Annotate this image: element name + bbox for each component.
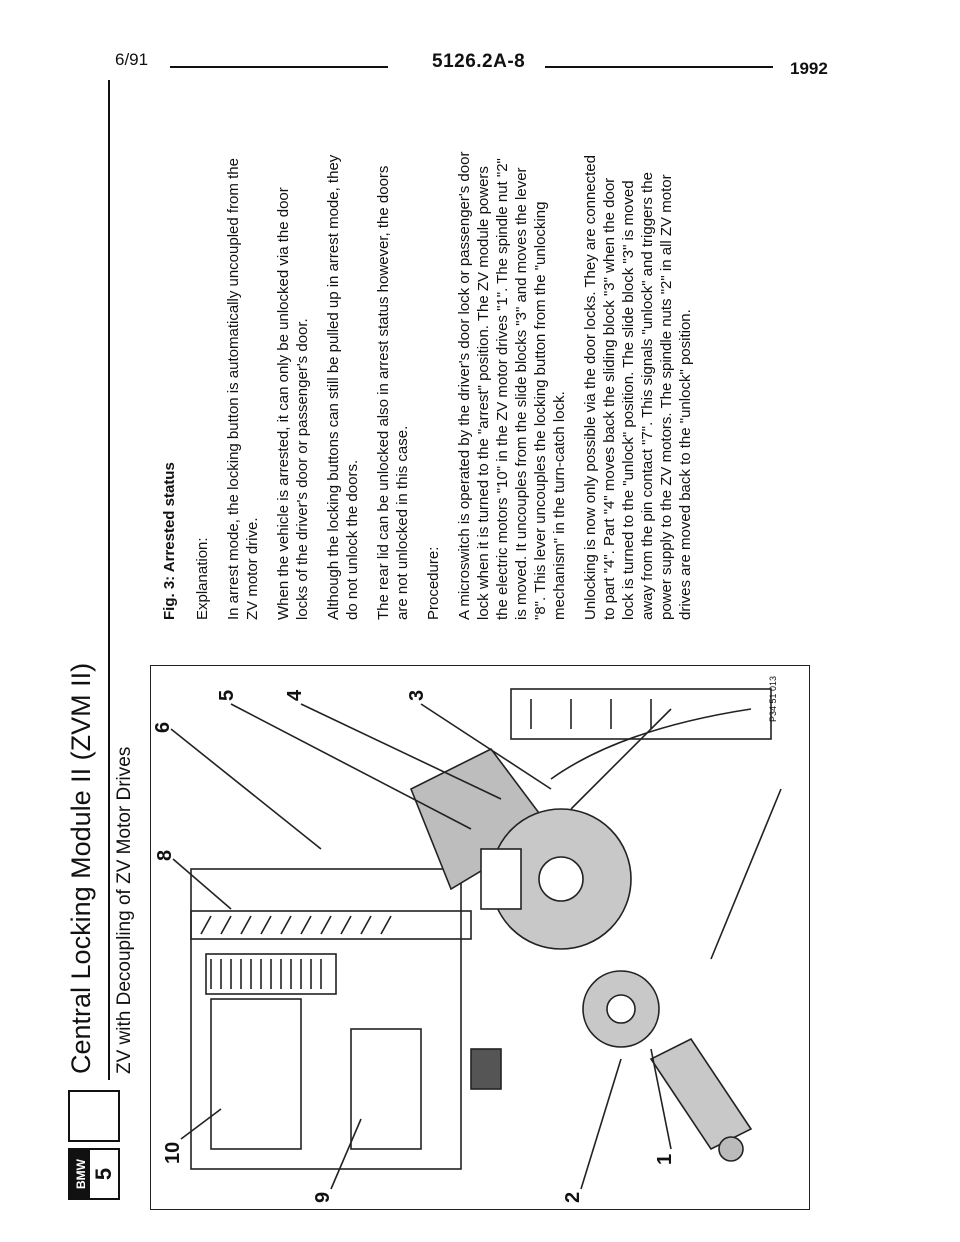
page-title: Central Locking Module II (ZVM II): [66, 662, 96, 1074]
door-lock-body: [511, 689, 771, 739]
bmw-logo: [68, 1148, 120, 1200]
header-year: 1992: [790, 59, 828, 78]
callout-4: 4: [284, 689, 306, 701]
paragraph-6: Unlocking is now only possible via the door locks. They are connected to part "4". Part "4" moves back the sliding block "3" when the door lock is turned to the "unlock" position. The slide block "3" is moved away from the pin contact "7". This signals "unlock" and triggers the power supply to the ZV motors. The spindle nuts "2" in all ZV motor drives are moved back to the "unlock" position.: [582, 155, 694, 620]
callout-6: 6: [152, 721, 174, 733]
figure-heading: Fig. 3: Arrested status: [161, 462, 178, 620]
callout-8: 8: [154, 849, 176, 861]
rotated-page-content: [20, 60, 880, 1220]
header-doc-code: 5126.2A-8: [432, 51, 526, 72]
gear-wheel: [206, 954, 336, 994]
callout-1: 1: [654, 1153, 676, 1165]
figure-code: P34 51 013: [768, 675, 778, 722]
header-date: 6/91: [115, 50, 149, 69]
electric-motor: [211, 999, 301, 1149]
empty-section-box: [68, 1090, 120, 1142]
page-subtitle: ZV with Decoupling of ZV Motor Drives: [114, 746, 135, 1074]
callout-2: 2: [562, 1191, 584, 1203]
explanation-label: Explanation:: [194, 537, 211, 620]
callout-10: 10: [162, 1141, 184, 1164]
paragraph-1: In arrest mode, the locking button is automatically uncoupled from the ZV motor drive.: [225, 158, 261, 620]
callout-3: 3: [406, 689, 428, 701]
series-number: 5: [90, 1148, 120, 1200]
title-divider: [108, 80, 110, 1080]
paragraph-3: Although the locking buttons can still be pulled up in arrest mode, they do not unlock the doors.: [325, 154, 361, 620]
mechanism-diagram: [151, 664, 811, 1209]
pin-contact: [471, 1049, 501, 1089]
procedure-label: Procedure:: [425, 546, 442, 620]
motor-body-lower: [351, 1029, 421, 1149]
lock-arm-4: [651, 1039, 751, 1149]
bmw-logo-text: BMW: [68, 1148, 90, 1200]
body-text: [160, 150, 707, 620]
callout-9: 9: [312, 1191, 334, 1203]
paragraph-5: A microswitch is operated by the driver's door lock or passenger's door lock when it is turned to the "arrest" position. The ZV module powers the electric motors "10" in the ZV motor drives "1". The spindle nut "2" is moved. It uncouples from the slide blocks "3" and moves the lever "8". This lever uncouples the locking button from the "unlocking mechanism" in the turn-catch lock.: [456, 151, 568, 620]
figure-callout-labels: [152, 689, 676, 1203]
spindle: [191, 911, 471, 939]
sliding-block: [481, 849, 521, 909]
figure-frame: [150, 665, 810, 1210]
paragraph-2: When the vehicle is arrested, it can only be unlocked via the door locks of the driver's door or passenger's door.: [275, 187, 311, 620]
paragraph-4: The rear lid can be unlocked also in arrest status however, the doors are not unlocked in this case.: [375, 165, 411, 620]
callout-5: 5: [216, 689, 238, 701]
